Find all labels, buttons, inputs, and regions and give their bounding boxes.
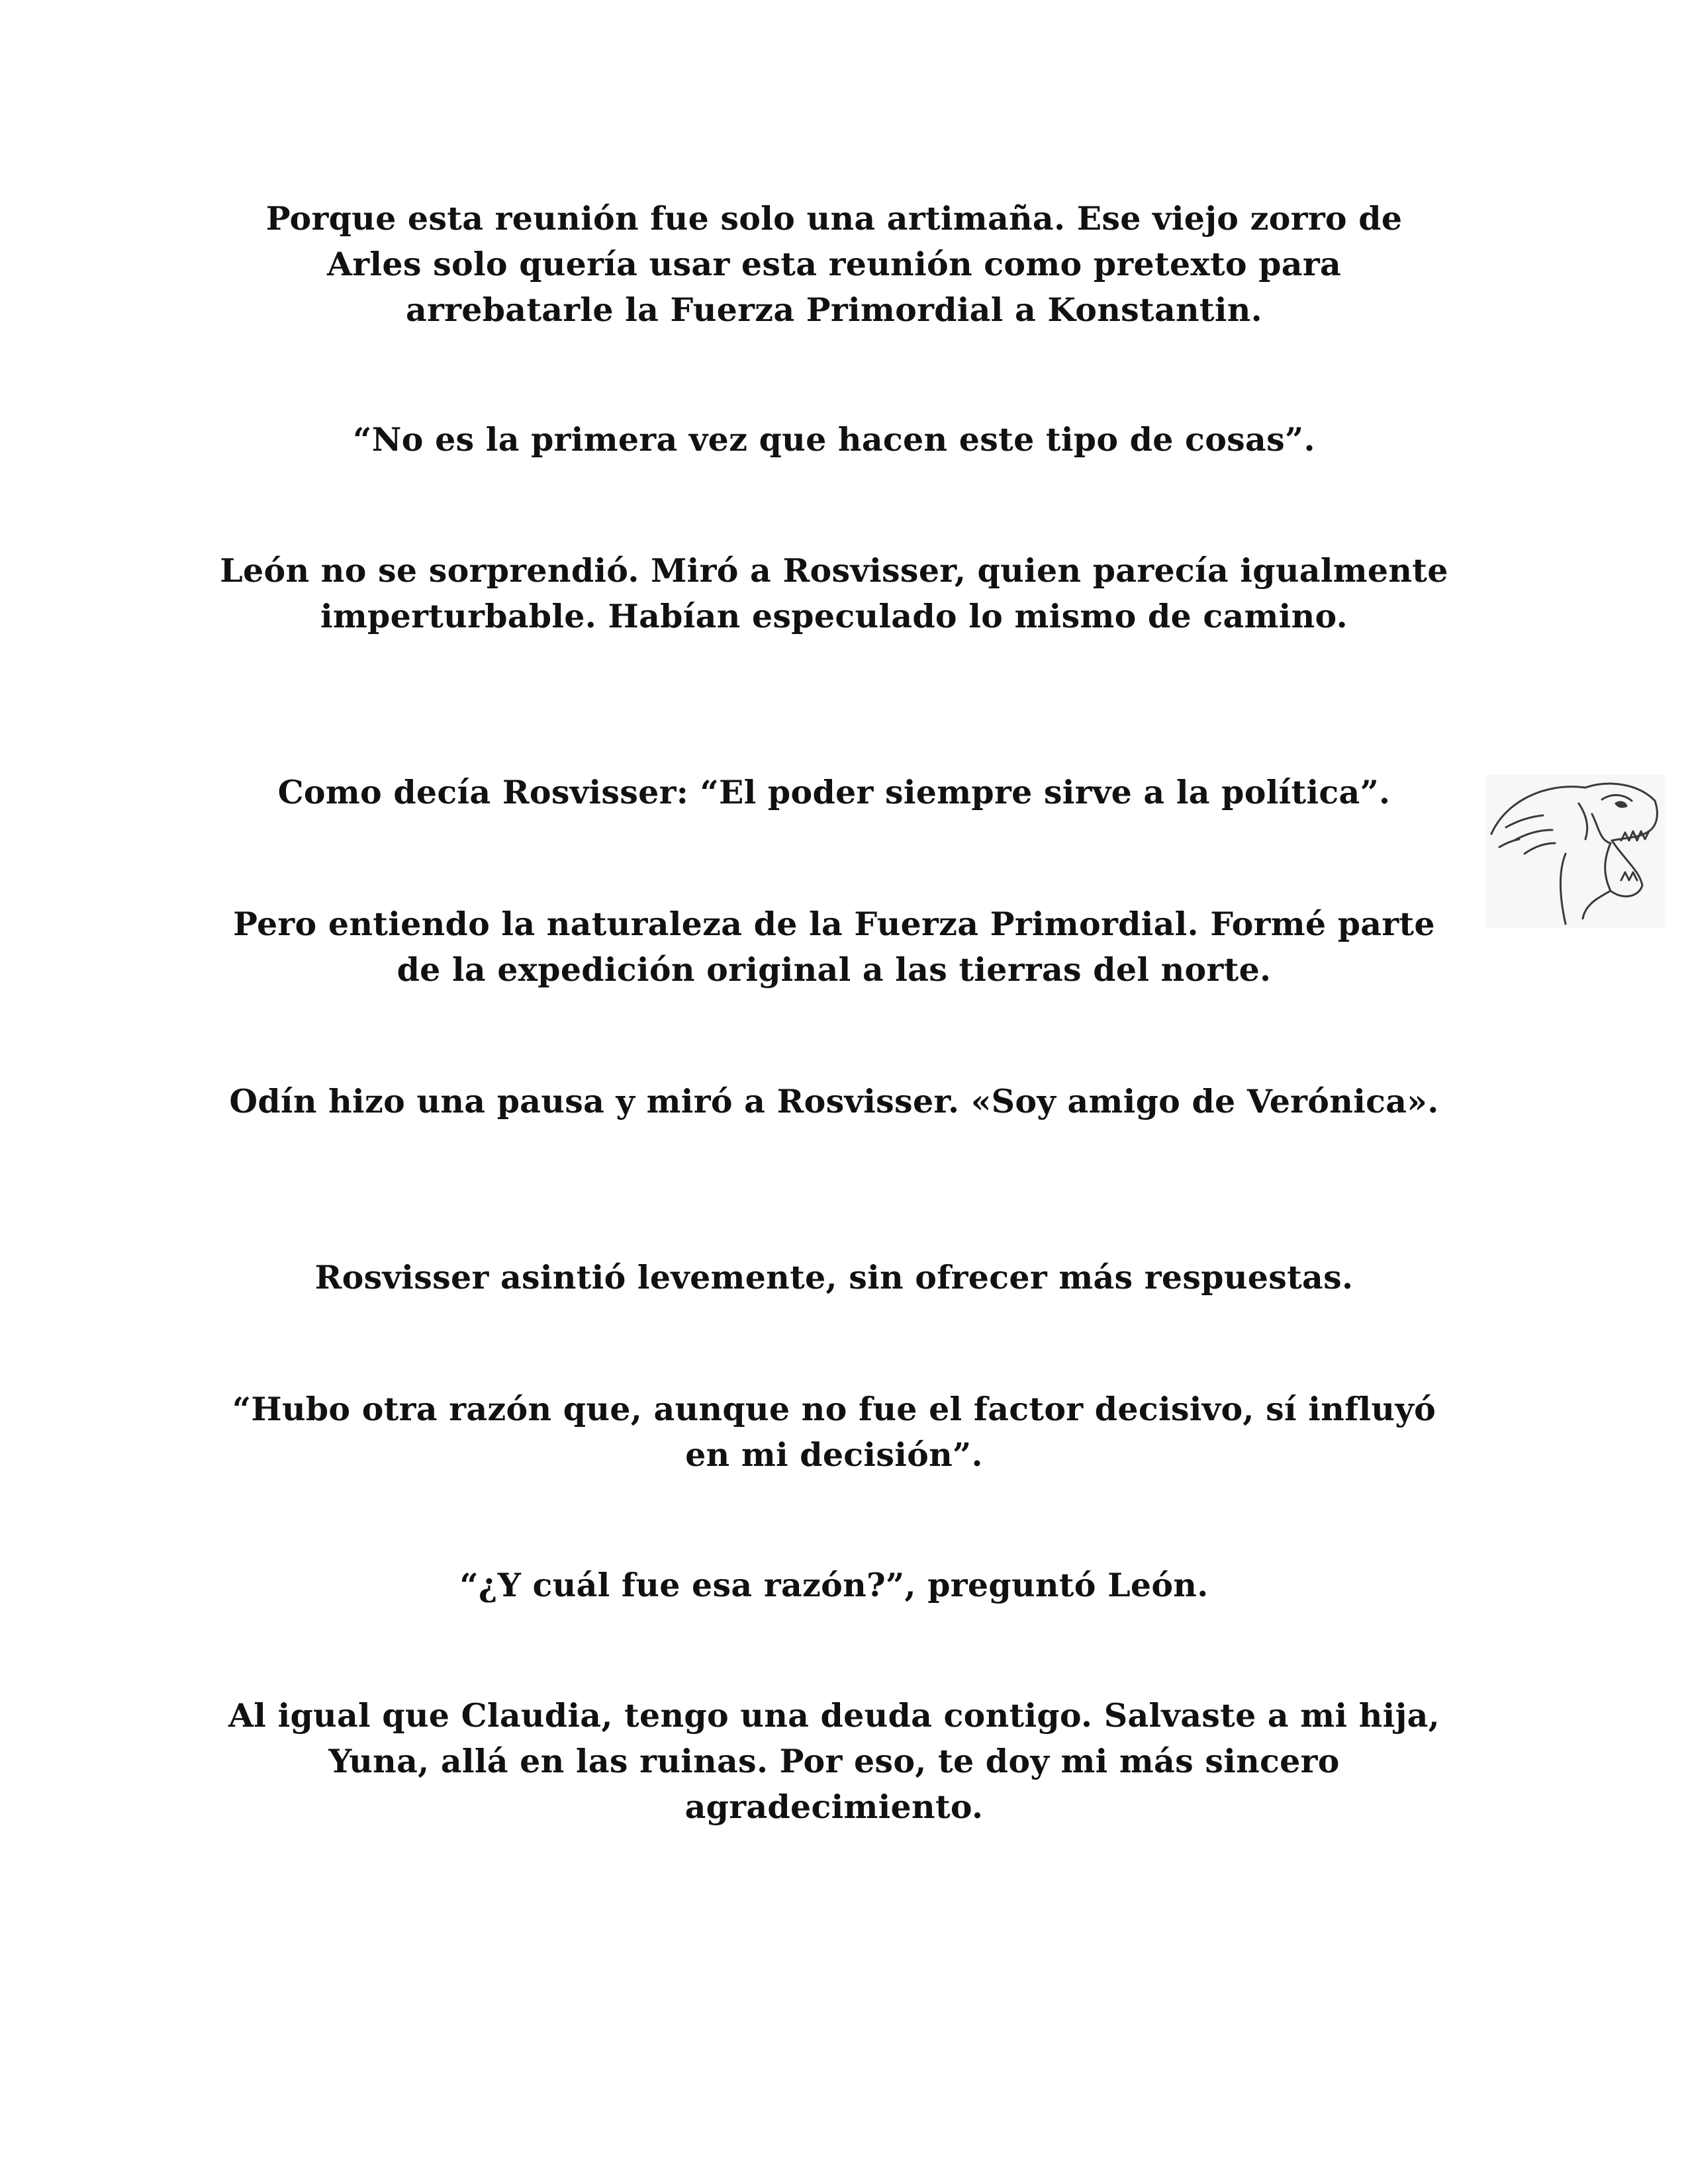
paragraph-9: “¿Y cuál fue esa razón?”, preguntó León. (459, 1566, 1209, 1604)
paragraph-3: León no se sorprendió. Miró a Rosvisser, quien parecía igualmente imperturbable. Habían especulado lo mismo de camino. (220, 551, 1448, 635)
paragraph-4: Como decía Rosvisser: “El poder siempre sirve a la política”. (277, 773, 1391, 811)
paragraph-1: Porque esta reunión fue solo una artimaña. Ese viejo zorro de Arles solo quería usar esta reunión como pretexto para arrebatarle la Fuerza Primordial a Konstantin. (265, 199, 1403, 329)
paragraph-6: Odín hizo una pausa y miró a Rosvisser. «Soy amigo de Verónica». (229, 1082, 1439, 1120)
paragraph-2: “No es la primera vez que hacen este tipo de cosas”. (353, 420, 1315, 459)
dinosaur-head-sketch-icon (1486, 774, 1665, 928)
paragraph-7: Rosvisser asintió levemente, sin ofrecer más respuestas. (314, 1258, 1354, 1297)
paragraph-8: “Hubo otra razón que, aunque no fue el factor decisivo, sí influyó en mi decisión”. (232, 1390, 1436, 1474)
paragraph-5: Pero entiendo la naturaleza de la Fuerza Primordial. Formé parte de la expedición original a las tierras del norte. (233, 905, 1435, 989)
paragraph-10: Al igual que Claudia, tengo una deuda contigo. Salvaste a mi hija, Yuna, allá en las ruinas. Por eso, te doy mi más sincero agradecimiento. (228, 1696, 1440, 1826)
